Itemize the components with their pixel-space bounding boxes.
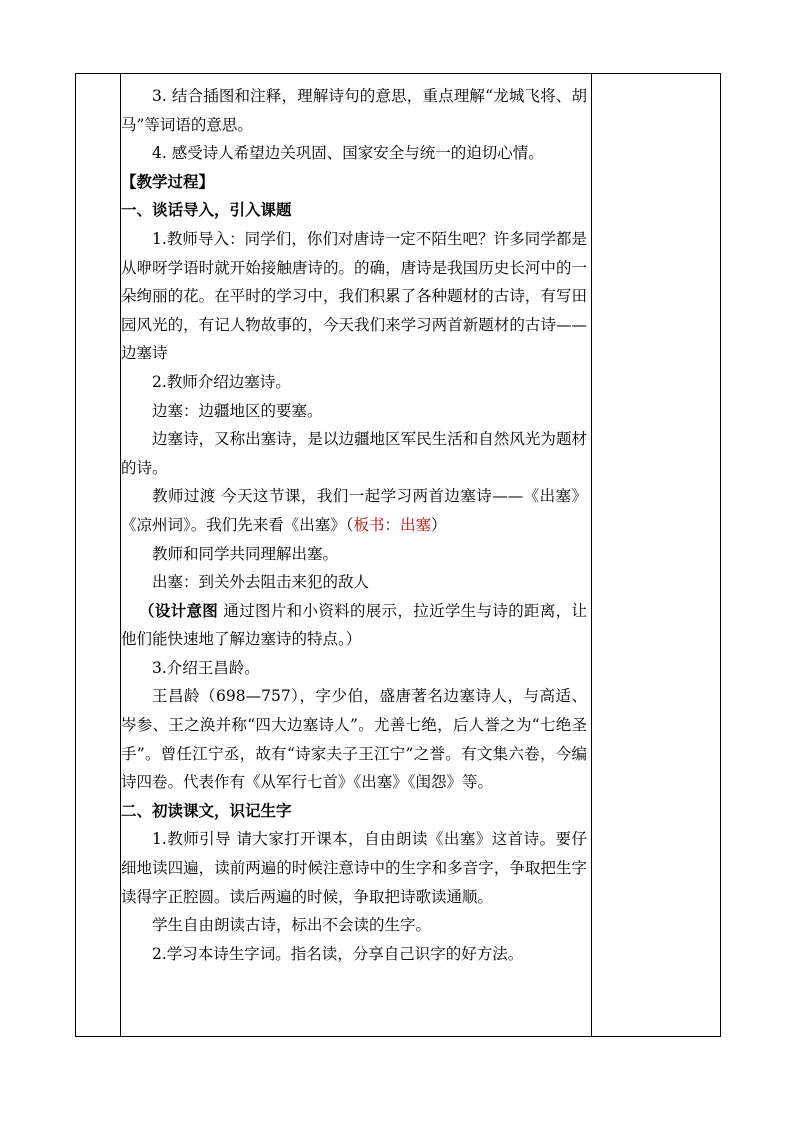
transition-end: ）	[431, 515, 447, 534]
design-intent-text: 通过图片和小资料的展示，拉近学生与诗的距离，让他们能快速地了解边塞诗的特点。）	[121, 601, 587, 649]
teacher-transition	[121, 482, 587, 539]
joint-understanding: 教师和同学共同理解出塞。	[152, 544, 339, 563]
design-intent	[121, 597, 587, 654]
section-1-step-3: 3.介绍王昌龄。	[152, 658, 260, 677]
design-intent-label: （设计意图	[139, 600, 219, 620]
lesson-content	[121, 82, 587, 968]
section-2-step-2: 2.学习本诗生字词。指名读，分享自己识字的好方法。	[152, 944, 524, 963]
wang-changling-bio: 王昌龄（698—757），字少伯，盛唐著名边塞诗人，与高适、岑参、王之涣并称“四大边塞诗人”。尤善七绝，后人誉之为“七绝圣手”。曾任江宁丞，故有“诗家夫子王江宁”之誉。有文集六卷，今编诗四卷。代表作有《从军行七首》《出塞》《闺怨》等。	[121, 687, 587, 792]
section-2-heading: 二、初读课文，识记生字	[121, 800, 292, 820]
student-reading: 学生自由朗读古诗，标出不会读的生字。	[152, 916, 432, 935]
biansai-definition: 边塞：边疆地区的要塞。	[152, 401, 323, 420]
biansai-poem-definition: 边塞诗，又称出塞诗，是以边疆地区军民生活和自然风光为题材的诗。	[121, 430, 587, 477]
transition-text: 教师过渡 今天这节课，我们一起学习两首边塞诗——《出塞》《凉州词》。我们先来看《出塞》（	[121, 487, 587, 534]
blackboard-note: 板书：出塞	[353, 515, 432, 534]
right-column-divider	[591, 74, 592, 1036]
section-1-heading: 一、谈话导入，引入课题	[121, 200, 292, 220]
chusai-definition: 出塞：到关外去阻击来犯的敌人	[152, 573, 370, 592]
section-2-step-1: 1.教师引导 请大家打开课本，自由朗读《出塞》这首诗。要仔细地读四遍，读前两遍的时候注意诗中的生字和多音字，争取把生字读得字正腔圆。读后两遍的时候，争取把诗歌读通顺。	[121, 830, 587, 906]
objective-item-3: 3. 结合插图和注释，理解诗句的意思，重点理解“龙城飞将、胡马”等词语的意思。	[121, 87, 587, 134]
process-heading: 【教学过程】	[121, 171, 215, 191]
section-1-step-2: 2.教师介绍边塞诗。	[152, 372, 291, 391]
section-1-intro: 1.教师导入：同学们，你们对唐诗一定不陌生吧？许多同学都是从咿呀学语时就开始接触唐诗的。的确，唐诗是我国历史长河中的一朵绚丽的花。在平时的学习中，我们积累了各种题材的古诗，有写田园风光的，有记人物故事的，今天我们来学习两首新题材的古诗——边塞诗	[121, 229, 587, 363]
objective-item-4: 4. 感受诗人希望边关巩固、国家安全与统一的迫切心情。	[152, 144, 544, 163]
